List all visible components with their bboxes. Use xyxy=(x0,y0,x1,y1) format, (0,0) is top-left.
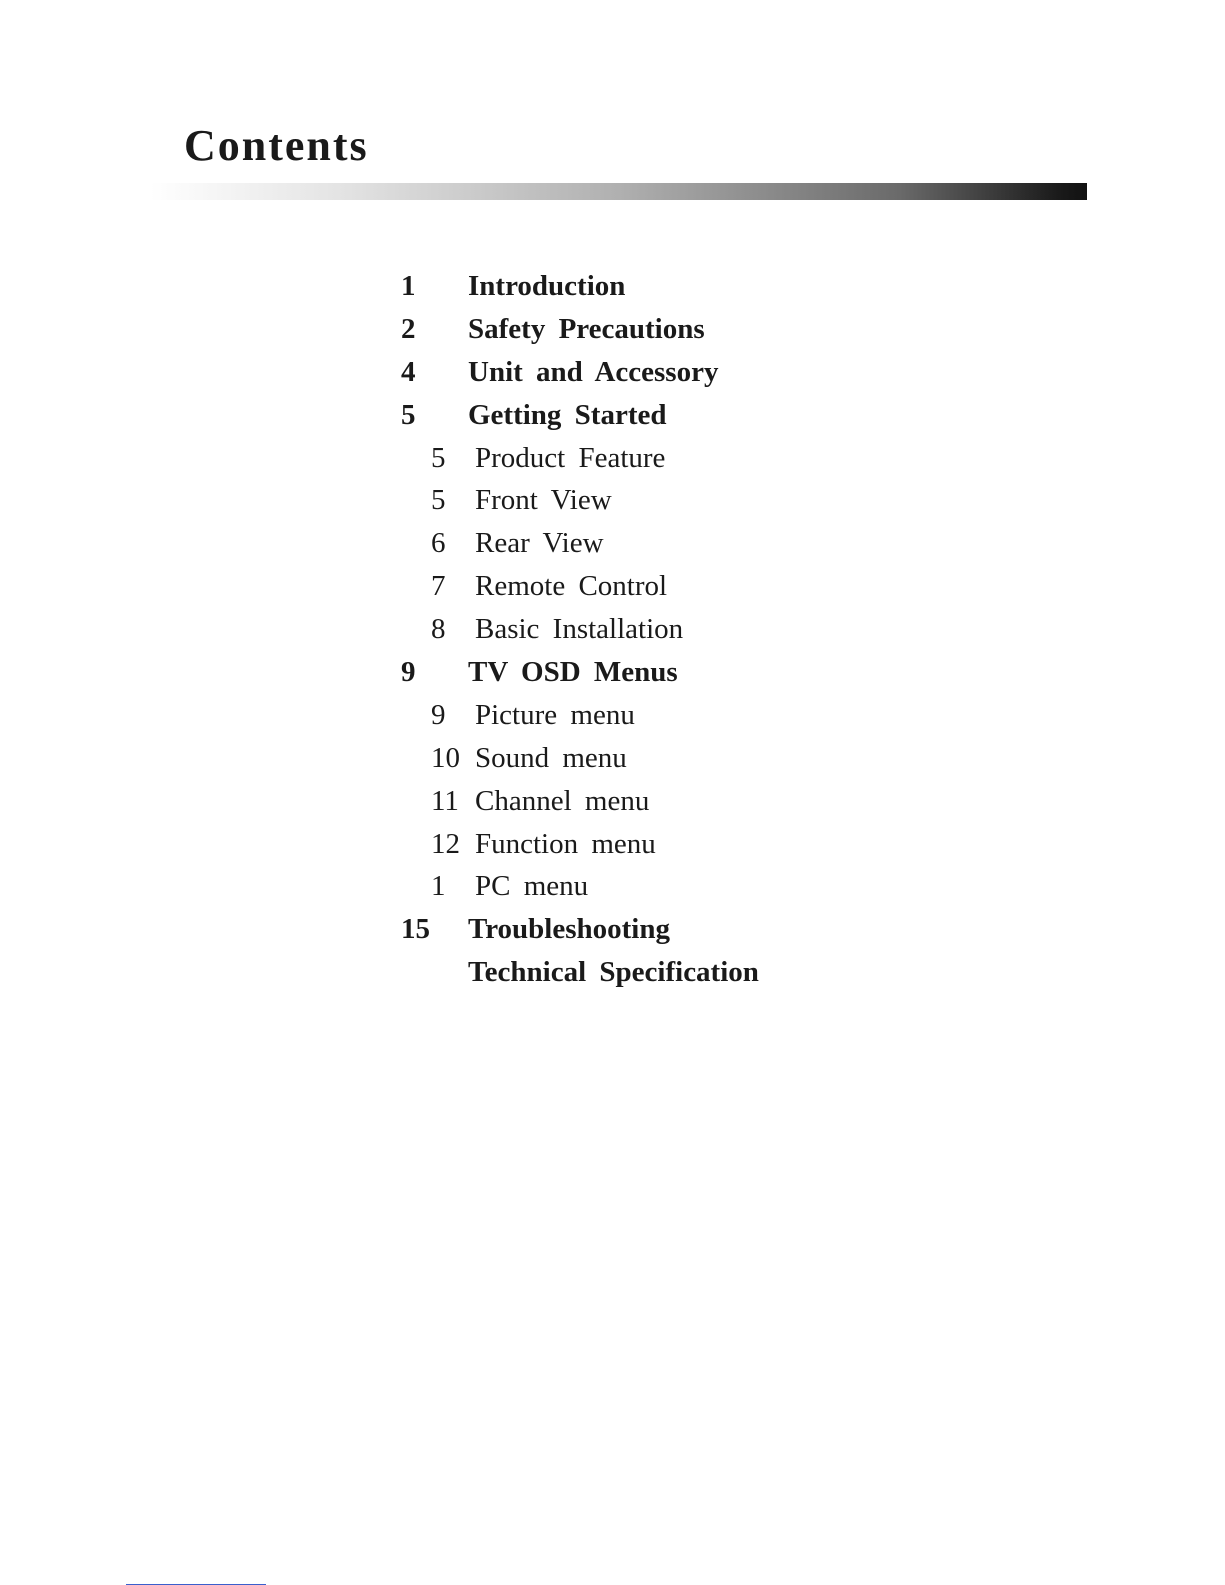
toc-entry[interactable] xyxy=(401,908,921,951)
toc-entry[interactable] xyxy=(401,437,921,480)
toc-entry[interactable] xyxy=(401,951,921,994)
toc-label: Product Feature xyxy=(475,441,666,474)
toc-page-number: 8 xyxy=(431,613,446,646)
toc-page-number: 5 xyxy=(401,398,416,431)
toc-page-number: 11 xyxy=(431,784,459,817)
toc-page-number: 5 xyxy=(431,484,446,517)
toc-entry[interactable] xyxy=(401,565,921,608)
toc-entry[interactable] xyxy=(401,780,921,823)
toc-label: Function menu xyxy=(475,827,656,860)
toc-label: Picture menu xyxy=(475,698,635,731)
toc-page-number: 10 xyxy=(431,741,460,774)
toc-entry[interactable] xyxy=(401,308,921,351)
toc-label: Technical Specification xyxy=(468,956,759,989)
toc-label: Sound menu xyxy=(475,741,627,774)
toc-entry[interactable] xyxy=(401,265,921,308)
toc-label: Getting Started xyxy=(468,398,667,431)
toc-entry[interactable] xyxy=(401,651,921,694)
toc-label: Channel menu xyxy=(475,784,650,817)
toc-entry[interactable] xyxy=(401,522,921,565)
toc-label: Front View xyxy=(475,484,612,517)
toc-entry[interactable] xyxy=(401,479,921,522)
toc-page-number: 1 xyxy=(401,270,416,302)
toc-page-number: 5 xyxy=(431,441,446,474)
toc-label: Rear View xyxy=(475,527,604,560)
toc-label: Basic Installation xyxy=(475,613,684,646)
toc-page-number: 7 xyxy=(431,570,446,603)
toc-page-number: 9 xyxy=(401,656,416,689)
toc-label: TV OSD Menus xyxy=(468,656,678,689)
toc-label: Unit and Accessory xyxy=(468,355,719,388)
toc-label: Troubleshooting xyxy=(468,913,670,946)
toc-page-number: 6 xyxy=(431,527,446,560)
toc-entry[interactable] xyxy=(401,694,921,737)
toc-page-number: 1 xyxy=(431,870,446,903)
toc-entry[interactable] xyxy=(401,394,921,437)
toc-page-number: 2 xyxy=(401,312,416,345)
toc-entry[interactable] xyxy=(401,865,921,908)
toc-label: PC menu xyxy=(475,870,589,903)
toc-page-number: 12 xyxy=(431,827,460,860)
toc-entry[interactable] xyxy=(401,608,921,651)
toc-entry[interactable] xyxy=(401,351,921,394)
toc-page-number: 4 xyxy=(401,355,416,388)
toc-label: Introduction xyxy=(468,270,626,302)
table-of-contents xyxy=(401,265,921,994)
toc-entry[interactable] xyxy=(401,823,921,866)
toc-label: Safety Precautions xyxy=(468,312,705,345)
toc-page-number: 9 xyxy=(431,698,446,731)
toc-entry[interactable] xyxy=(401,737,921,780)
page-title: Contents xyxy=(184,121,369,170)
title-gradient-rule xyxy=(150,183,1087,200)
toc-label: Remote Control xyxy=(475,570,668,603)
toc-page-number: 15 xyxy=(401,913,430,946)
